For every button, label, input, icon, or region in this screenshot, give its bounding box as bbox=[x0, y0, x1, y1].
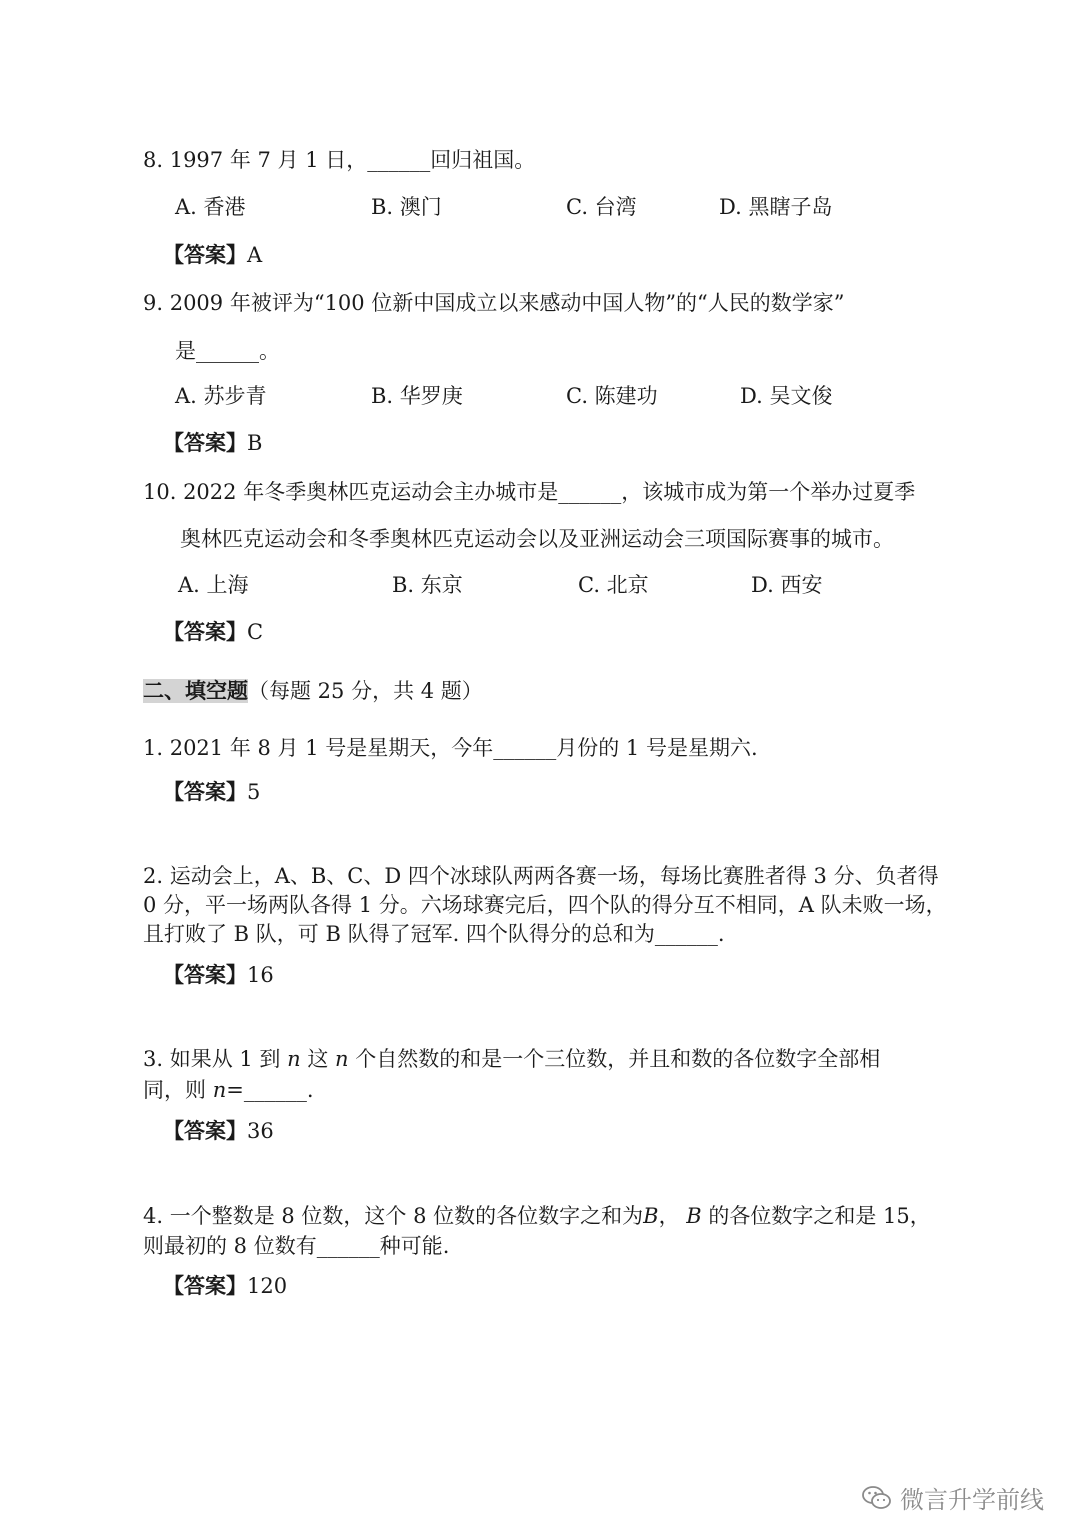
q9-option-b: B. 华罗庚 bbox=[371, 384, 463, 408]
answer-value: 5 bbox=[247, 780, 261, 804]
q8-stem: 8. 1997 年 7 月 1 日，______回归祖国。 bbox=[143, 148, 536, 172]
f3-text-b: 这 bbox=[300, 1047, 335, 1071]
variable-n: n bbox=[212, 1078, 227, 1102]
watermark-text: 微言升学前线 bbox=[900, 1486, 1044, 1514]
answer-label: 【答案】 bbox=[163, 620, 247, 644]
q8-option-c: C. 台湾 bbox=[566, 195, 637, 219]
answer-label: 【答案】 bbox=[163, 780, 247, 804]
q9-option-d: D. 吴文俊 bbox=[740, 384, 833, 408]
answer-label: 【答案】 bbox=[163, 431, 247, 455]
variable-b: B bbox=[686, 1204, 702, 1228]
variable-n: n bbox=[335, 1047, 349, 1071]
f3-stem-line2 bbox=[143, 1075, 314, 1105]
answer-label: 【答案】 bbox=[163, 963, 247, 987]
f4-stem-line2: 则最初的 8 位数有______种可能. bbox=[143, 1234, 450, 1258]
f1-stem: 1. 2021 年 8 月 1 号是星期天，今年______月份的 1 号是星期六. bbox=[143, 736, 758, 760]
answer-label: 【答案】 bbox=[163, 1119, 247, 1143]
f3-text-a: 3. 如果从 1 到 bbox=[143, 1047, 288, 1071]
q8-option-a: A. 香港 bbox=[175, 195, 246, 219]
q10-option-b: B. 东京 bbox=[392, 573, 463, 597]
f3-text-e: =______. bbox=[226, 1078, 314, 1102]
answer-label: 【答案】 bbox=[163, 1274, 247, 1298]
f3-stem-line1 bbox=[143, 1044, 880, 1074]
f3-text-c: 个自然数的和是一个三位数，并且和数的各位数字全部相 bbox=[348, 1047, 881, 1071]
f2-answer bbox=[163, 960, 274, 990]
q8-option-b: B. 澳门 bbox=[371, 195, 442, 219]
f3-answer bbox=[163, 1116, 274, 1146]
q8-option-d: D. 黑瞎子岛 bbox=[719, 195, 833, 219]
f2-stem-line2: 0 分，平一场两队各得 1 分。六场球赛完后，四个队的得分互不相同，A 队未败一场， bbox=[143, 893, 947, 917]
q9-stem-line1: 9. 2009 年被评为“100 位新中国成立以来感动中国人物”的“人民的数学家” bbox=[143, 291, 845, 315]
answer-value: 16 bbox=[247, 963, 274, 987]
q10-option-d: D. 西安 bbox=[751, 573, 823, 597]
wechat-icon bbox=[862, 1485, 892, 1511]
variable-n: n bbox=[287, 1047, 301, 1071]
f2-stem-line3: 且打败了 B 队，可 B 队得了冠军. 四个队得分的总和为______. bbox=[143, 922, 725, 946]
answer-value: 36 bbox=[247, 1119, 274, 1143]
watermark bbox=[862, 1480, 1044, 1515]
f4-answer bbox=[163, 1271, 287, 1301]
section-title: 二、填空题 bbox=[143, 679, 248, 703]
section-heading bbox=[143, 676, 483, 706]
variable-b: B bbox=[643, 1204, 659, 1228]
answer-value: A bbox=[247, 243, 263, 267]
q8-answer bbox=[163, 240, 262, 270]
f4-text-c: 的各位数字之和是 15， bbox=[701, 1204, 931, 1228]
q10-stem-line1: 10. 2022 年冬季奥林匹克运动会主办城市是______，该城市成为第一个举办过夏季 bbox=[143, 480, 916, 504]
q10-stem-line2: 奥林匹克运动会和冬季奥林匹克运动会以及亚洲运动会三项国际赛事的城市。 bbox=[180, 527, 894, 551]
section-note: （每题 25 分，共 4 题） bbox=[248, 679, 483, 703]
q10-answer bbox=[163, 617, 263, 647]
answer-value: C bbox=[247, 620, 264, 644]
q9-option-a: A. 苏步青 bbox=[175, 384, 267, 408]
f3-text-d: 同，则 bbox=[143, 1078, 213, 1102]
answer-label: 【答案】 bbox=[163, 243, 247, 267]
f4-text-b: ， bbox=[658, 1204, 687, 1228]
f4-text-a: 4. 一个整数是 8 位数，这个 8 位数的各位数字之和为 bbox=[143, 1204, 644, 1228]
f1-answer bbox=[163, 777, 260, 807]
q10-option-a: A. 上海 bbox=[178, 573, 249, 597]
q9-answer bbox=[163, 428, 262, 458]
q9-stem-line2: 是______。 bbox=[175, 339, 280, 363]
q10-option-c: C. 北京 bbox=[578, 573, 649, 597]
f4-stem-line1 bbox=[143, 1201, 931, 1231]
q9-option-c: C. 陈建功 bbox=[566, 384, 658, 408]
answer-value: 120 bbox=[247, 1274, 288, 1298]
f2-stem-line1: 2. 运动会上，A、B、C、D 四个冰球队两两各赛一场，每场比赛胜者得 3 分、负者得 bbox=[143, 864, 939, 888]
answer-value: B bbox=[247, 431, 263, 455]
